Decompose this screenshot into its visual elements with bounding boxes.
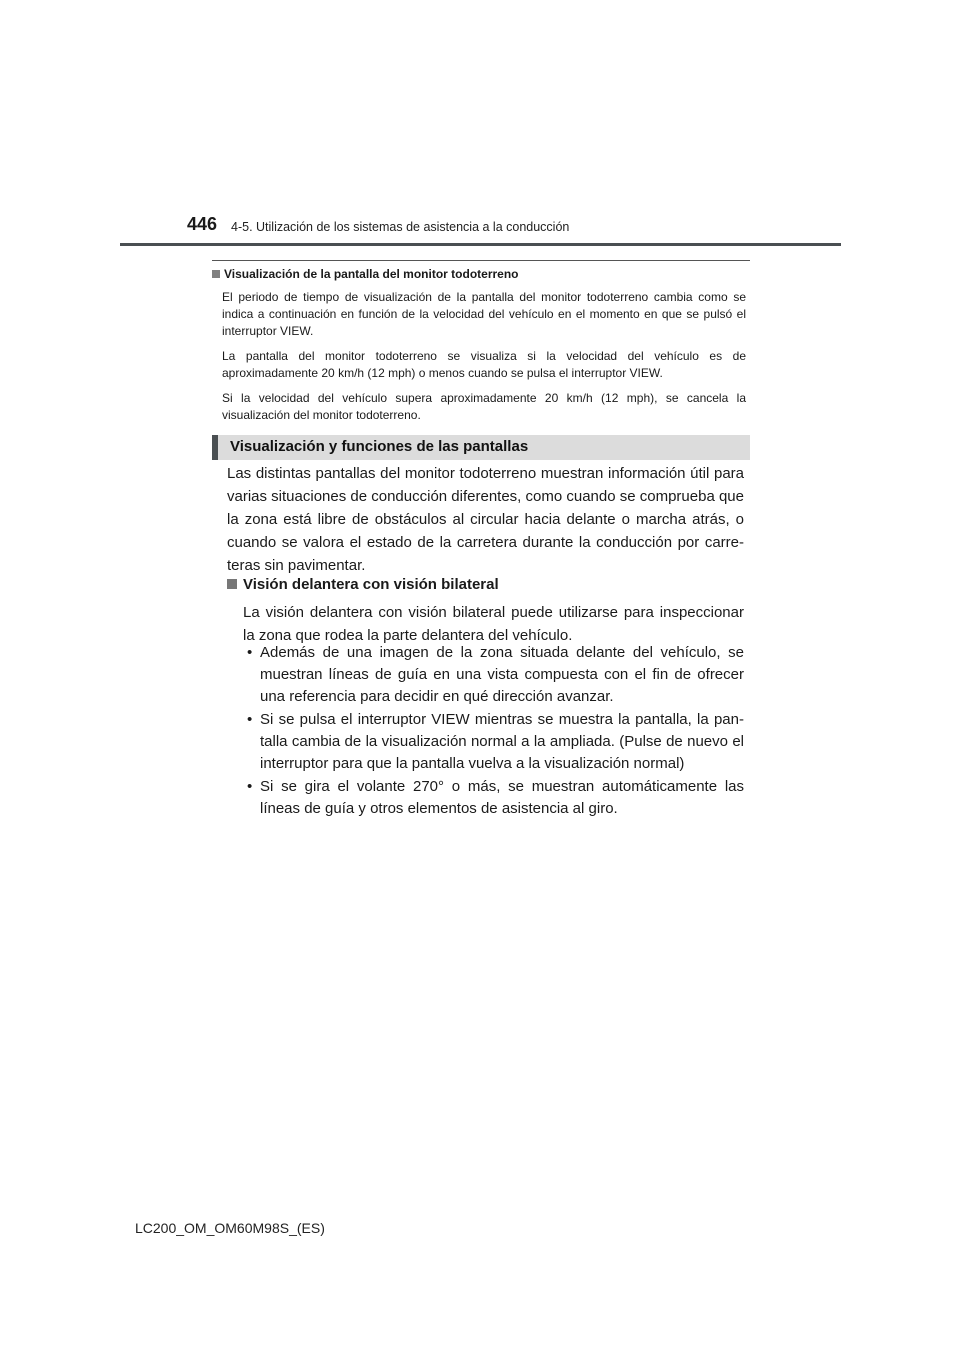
list-item	[243, 642, 744, 708]
bullet-dot-icon: •	[247, 778, 253, 795]
page-number: 446	[187, 214, 218, 234]
bullet-dot-icon: •	[247, 711, 253, 728]
header-divider	[120, 243, 841, 246]
bullet-list	[243, 642, 744, 821]
note-heading	[212, 266, 746, 283]
bullet-dot-icon: •	[247, 644, 253, 661]
note-block	[212, 266, 746, 432]
chapter-title: 4-5. Utilización de los sistemas de asistencia a la conducción	[231, 220, 570, 234]
list-item-text: Además de una imagen de la zona situada delante del vehículo, se muestran líneas de guía en una vista compuesta con el fin de ofrecer una referencia para decidir en qué dirección avanzar.	[260, 644, 744, 705]
section-heading-bar	[212, 435, 750, 460]
note-heading-text: Visualización de la pantalla del monitor todoterreno	[224, 267, 519, 281]
document-code: LC200_OM_OM60M98S_(ES)	[135, 1220, 325, 1236]
list-item	[243, 776, 744, 820]
list-item	[243, 709, 744, 775]
list-item-text: Si se pulsa el interruptor VIEW mientras se muestra la pantalla, la pan-talla cambia de la visualización normal a la ampliada. (Pulse de nuevo el interruptor para que la pantalla vuelva a la visualización normal)	[260, 711, 744, 772]
note-paragraph: Si la velocidad del vehículo supera aproximadamente 20 km/h (12 mph), se cancela la visualización del monitor todoterreno.	[222, 391, 746, 422]
note-paragraph: El periodo de tiempo de visualización de la pantalla del monitor todoterreno cambia como se indica a continuación en función de la velocidad del vehículo en el momento en que se pulsó el interruptor VIEW.	[222, 290, 746, 338]
notes-divider	[212, 260, 750, 261]
section-intro: Las distintas pantallas del monitor todoterreno muestran información útil para varias situaciones de conducción diferentes, como cuando se comprueba que la zona está libre de obstáculos al circular hacia delante o marcha atrás, o cuando se valora el estado de la carretera durante la conducción por carre-teras sin pavimentar.	[227, 465, 744, 574]
subsection-title: Visión delantera con visión bilateral	[243, 576, 499, 593]
subsection-heading	[227, 574, 499, 596]
section-title: Visualización y funciones de las pantallas	[230, 438, 529, 455]
list-item-text: Si se gira el volante 270° o más, se muestran automáticamente las líneas de guía y otros elementos de asistencia al giro.	[260, 778, 744, 817]
note-paragraph: La pantalla del monitor todoterreno se visualiza si la velocidad del vehículo es de aproximadamente 20 km/h (12 mph) o menos cuando se pulsa el interruptor VIEW.	[222, 349, 746, 380]
square-bullet-icon	[212, 270, 220, 278]
subsection-text: La visión delantera con visión bilateral puede utilizarse para inspeccionar la zona que rodea la parte delantera del vehículo.	[243, 604, 744, 644]
square-bullet-icon	[227, 579, 237, 589]
